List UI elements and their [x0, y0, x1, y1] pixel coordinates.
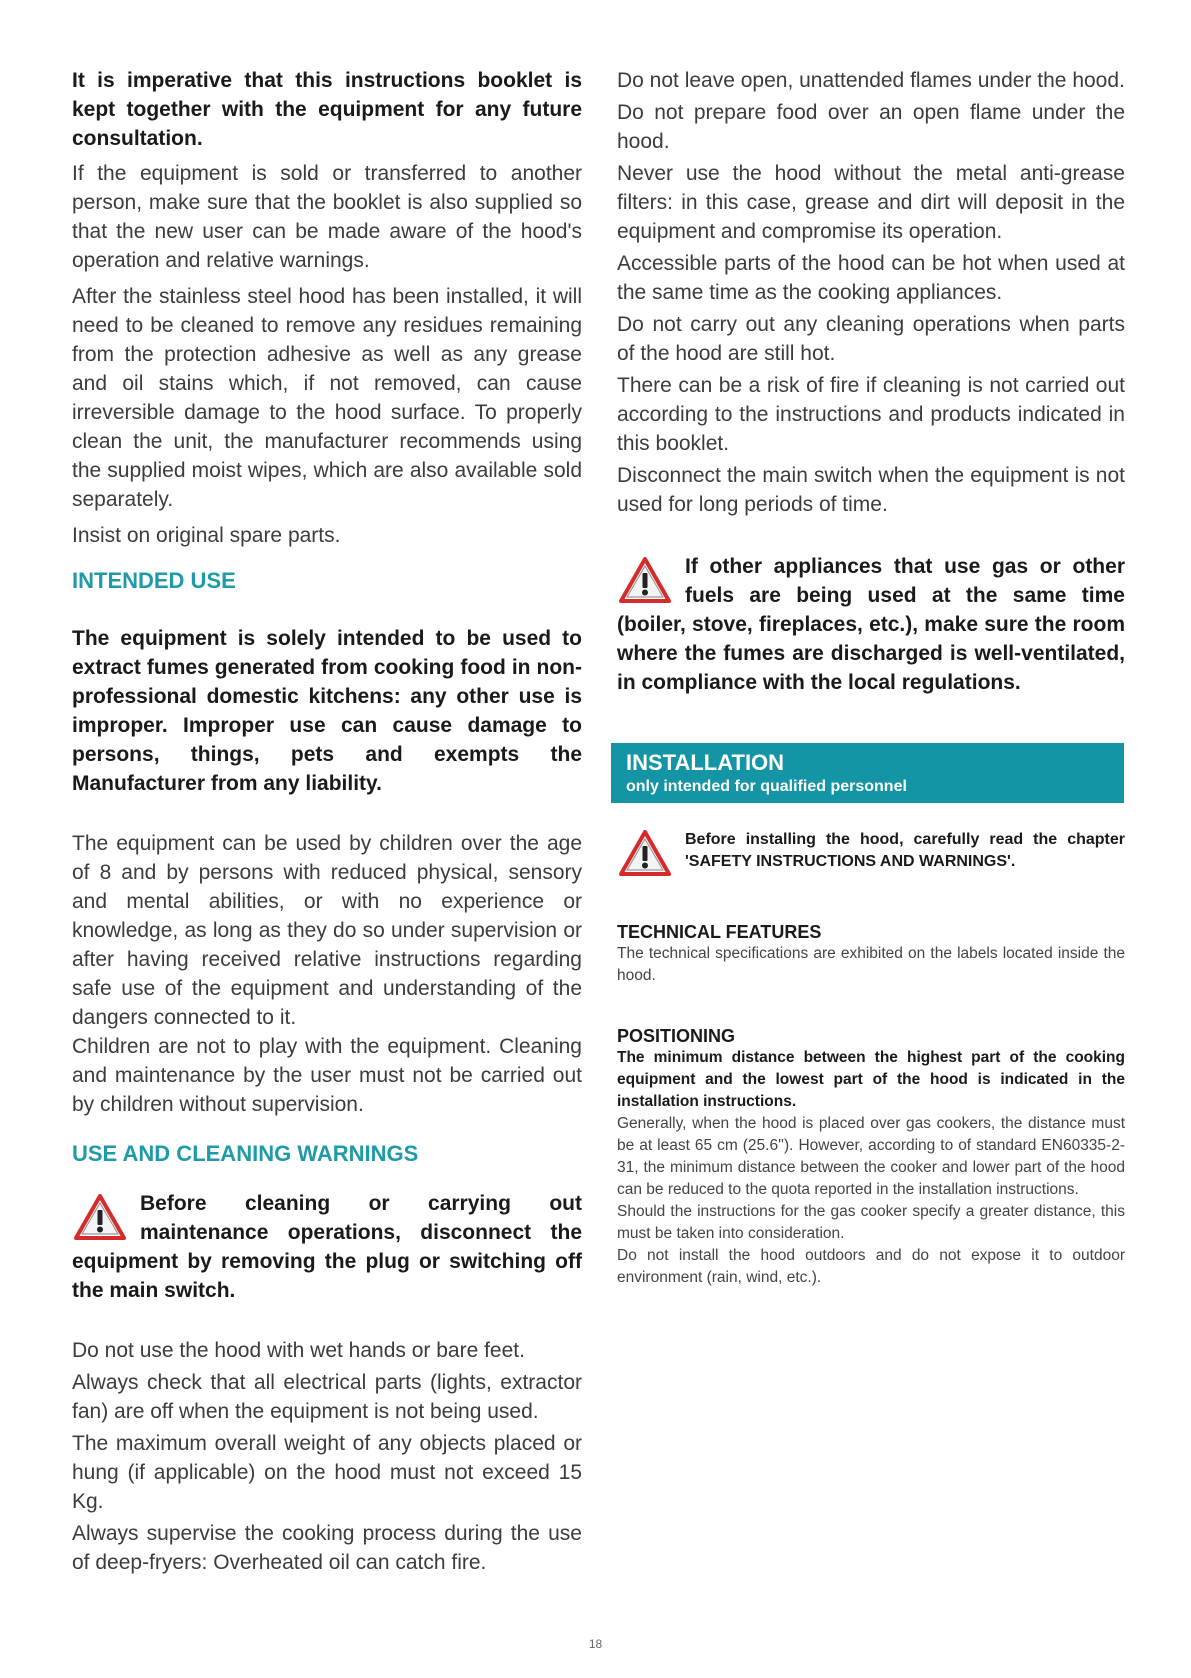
warning-deep-fryers: Always supervise the cooking process during the use of deep-fryers: Overheated oil can catch fire. [72, 1522, 582, 1574]
children-paragraph-2: Children are not to play with the equipment. Cleaning and maintenance by the user must not be carried out by children without supervision. [72, 1035, 582, 1116]
intro-bold-notice: It is imperative that this instructions booklet is kept together with the equipment for any future consultation. [72, 69, 582, 150]
use-cleaning-warning-text: Before cleaning or carrying out maintenance operations, disconnect the equipment by removing the plug or switching off the main switch. [72, 1192, 582, 1302]
page-number: 18 [588, 1637, 603, 1651]
positioning-paragraph-1: Generally, when the hood is placed over gas cookers, the distance must be at least 65 cm (25.6''). However, according to of standard EN60335-2-31, the minimum distance between the cooker and lower part of the hood can be reduced to the quota reported in the installation instructions. [617, 1115, 1125, 1198]
intro-paragraph-2: After the stainless steel hood has been installed, it will need to be cleaned to remove any residues remaining from the protection adhesive as well as any grease and oil stains which, if not removed, can cause irreversible damage to the hood surface. To properly clean the unit, the manufacturer recommends using the supplied moist wipes, which are also available sold separately. [72, 285, 582, 511]
installation-subtitle: only intended for qualified personnel [626, 778, 907, 795]
installation-warning-text: Before installing the hood, carefully read the chapter 'SAFETY INSTRUCTIONS AND WARNINGS'. [685, 831, 1125, 870]
right-column [617, 66, 1125, 1289]
warning-prepare-food: Do not prepare food over an open flame under the hood. [617, 101, 1125, 153]
warning-hot-parts: Accessible parts of the hood can be hot when used at the same time as the cooking appliances. [617, 252, 1125, 304]
left-column [72, 66, 582, 1584]
warning-triangle-icon [619, 829, 671, 877]
installation-warning [617, 829, 1125, 881]
intro-paragraph-3: Insist on original spare parts. [72, 524, 341, 547]
warning-disconnect-switch: Disconnect the main switch when the equipment is not used for long periods of time. [617, 464, 1125, 516]
warning-open-flames: Do not leave open, unattended flames under the hood. [617, 69, 1125, 92]
children-paragraph-1: The equipment can be used by children over the age of 8 and by persons with reduced physical, sensory and mental abilities, or with no experience or knowledge, as long as they do so under supervision or after having received relative instructions regarding safe use of the equipment and understanding of the dangers connected to it. [72, 832, 582, 1029]
positioning-bold: The minimum distance between the highest part of the cooking equipment and the lowest part of the hood is indicated in the installation instructions. [617, 1049, 1125, 1110]
installation-banner [611, 743, 1124, 803]
warning-triangle-icon [619, 556, 671, 604]
warning-electrical-parts: Always check that all electrical parts (lights, extractor fan) are off when the equipment is not being used. [72, 1371, 582, 1423]
positioning-paragraph-3: Do not install the hood outdoors and do not expose it to outdoor environment (rain, wind, etc.). [617, 1247, 1125, 1286]
gas-appliances-warning-text: If other appliances that use gas or other fuels are being used at the same time (boiler, stove, fireplaces, etc.), make sure the room where the fumes are discharged is well-ventilated, in compliance with the local regulations. [617, 555, 1125, 694]
gas-appliances-warning [617, 552, 1125, 697]
warning-max-weight: The maximum overall weight of any objects placed or hung (if applicable) on the hood must not exceed 15 Kg. [72, 1432, 582, 1513]
use-cleaning-heading: USE AND CLEANING WARNINGS [72, 1141, 419, 1166]
warning-cleaning-hot: Do not carry out any cleaning operations when parts of the hood are still hot. [617, 313, 1125, 365]
technical-features-text: The technical specifications are exhibited on the labels located inside the hood. [617, 945, 1125, 984]
intended-use-bold: The equipment is solely intended to be used to extract fumes generated from cooking food in non-professional domestic kitchens: any other use is improper. Improper use can cause damage to persons, things, pets and exempts the Manufacturer from any liability. [72, 627, 582, 795]
positioning-paragraph-2: Should the instructions for the gas cooker specify a greater distance, this must be taken into consideration. [617, 1203, 1125, 1242]
warning-fire-risk: There can be a risk of fire if cleaning is not carried out according to the instructions and products indicated in this booklet. [617, 374, 1125, 455]
warning-wet-hands: Do not use the hood with wet hands or bare feet. [72, 1339, 525, 1362]
positioning-heading: POSITIONING [617, 1026, 736, 1046]
warning-triangle-icon [74, 1193, 126, 1241]
warning-anti-grease-filters: Never use the hood without the metal anti-grease filters: in this case, grease and dirt will deposit in the equipment and compromise its operation. [617, 162, 1125, 243]
installation-title: INSTALLATION [626, 750, 785, 775]
technical-features-heading: TECHNICAL FEATURES [617, 922, 822, 942]
intended-use-heading: INTENDED USE [72, 568, 236, 593]
intro-paragraph-1: If the equipment is sold or transferred to another person, make sure that the booklet is also supplied so that the new user can be made aware of the hood's operation and relative warnings. [72, 162, 582, 272]
use-cleaning-warning [72, 1189, 582, 1305]
